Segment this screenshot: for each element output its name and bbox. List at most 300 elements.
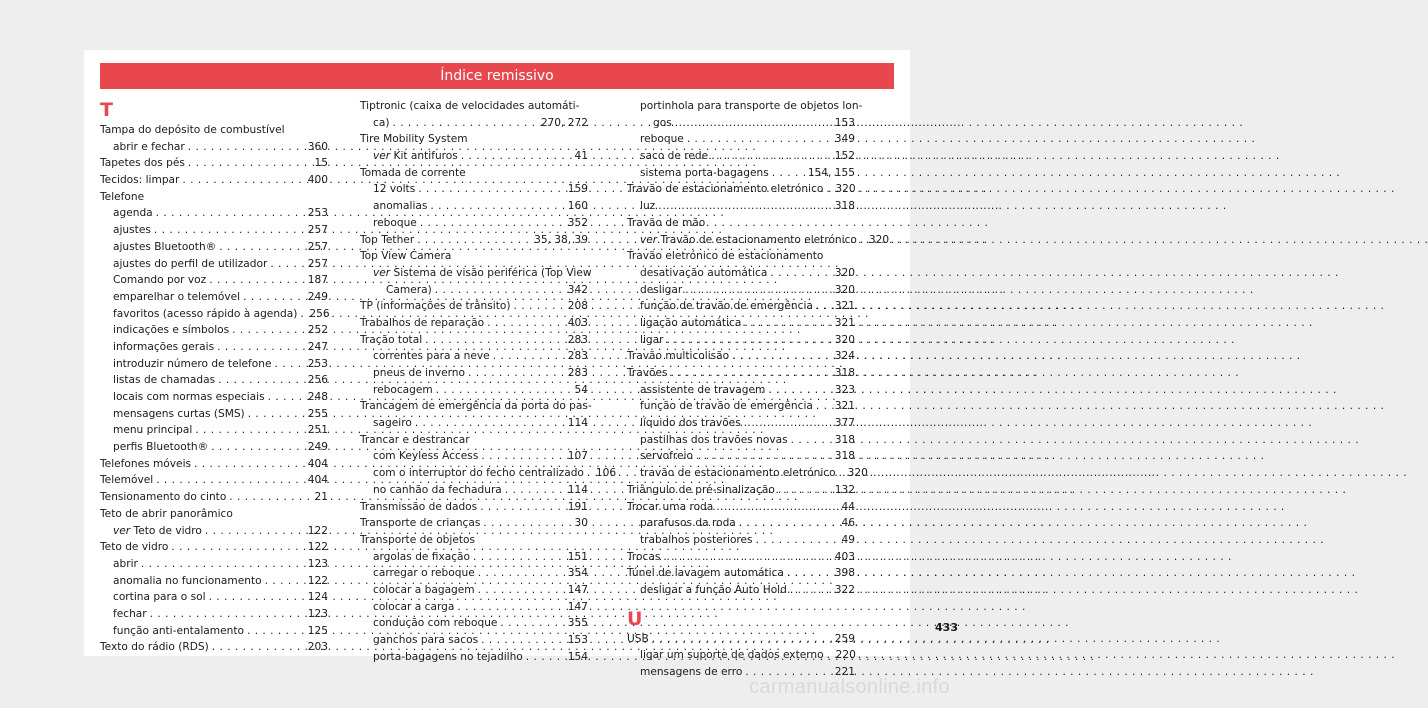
entry-text: cortina para o sol [113,591,206,604]
entry-term [373,148,458,165]
entry-text: carregar o reboque [373,567,475,580]
entry-term [100,539,168,556]
entry-term [640,465,836,482]
entry-page: 323 [834,383,855,396]
entry-page: 257 [307,257,328,270]
index-entry [360,232,588,249]
entry-term [627,365,668,382]
dot-leader [770,265,831,282]
entry-text: função de travão de emergência [640,300,813,313]
index-entry [360,565,588,582]
entry-text: ganchos para sacos [373,634,479,646]
entry-page: 400 [307,174,328,187]
entry-text: desativação automática [640,266,768,279]
entry-text: pneus de inverno [373,367,465,379]
dot-leader [739,515,839,532]
entry-text: Tração total [360,333,423,346]
entry-text: Teto de vidro [100,541,169,554]
entry-page: 256 [307,374,328,387]
entry-text: gos [653,116,672,129]
index-entry [627,115,855,132]
index-entry [100,222,328,239]
entry-page: 257 [307,224,328,237]
entry-term [100,172,179,189]
index-entry [627,248,855,265]
entry-term [113,339,214,356]
entry-text: anomalias [373,200,428,213]
entry-term [627,499,713,516]
entry-page: 342 [567,283,588,296]
index-entry [627,382,855,399]
dot-leader [827,647,833,664]
entry-text: Tecidos: limpar [100,174,180,187]
dot-leader [150,606,305,623]
dot-leader [248,406,305,423]
index-entry [360,98,588,115]
entry-page: 123 [307,607,328,620]
entry-term [640,232,857,249]
dot-leader [211,439,305,456]
index-letter: T [100,99,113,121]
entry-page: 321 [834,316,855,329]
entry-term [373,198,427,215]
entry-term [113,222,151,239]
index-entry [360,515,588,532]
entry-text: Transporte de objetos [360,533,476,546]
dot-leader [417,232,531,249]
entry-text: pastilhas dos travões novas [640,433,788,446]
index-entry [360,115,588,132]
dot-leader [675,115,832,132]
entry-term [640,415,741,432]
entry-term [113,272,206,289]
entry-term [360,515,480,532]
entry-page: 318 [834,450,855,463]
dot-leader [435,282,565,299]
entry-text: reboque [640,133,684,146]
entry-term [360,165,466,182]
entry-text: menu principal [113,424,193,437]
entry-term [100,639,209,656]
dot-leader [243,289,305,306]
entry-term [113,523,202,540]
index-entry [360,382,588,399]
entry-page: 283 [567,367,588,379]
entry-text: Sistema de visão periférica (Top View [390,266,592,279]
dot-leader [473,549,565,566]
index-entry [627,565,855,582]
dot-leader [772,165,805,182]
entry-term [360,248,451,265]
index-entry [360,282,588,299]
dot-leader [816,398,832,415]
entry-page: 403 [834,550,855,563]
index-entry [360,615,588,632]
entry-page: 318 [834,200,855,213]
index-entry [100,289,328,306]
index-entry [627,181,855,198]
dot-leader [468,365,565,382]
entry-term [360,332,422,349]
entry-term [640,98,862,115]
entry-page: 360 [307,140,328,153]
entry-page: 153 [567,634,588,646]
entry-text: favoritos (acesso rápido à agenda) [113,307,298,320]
entry-text: ajustes do perfil de utilizador [113,257,268,270]
dot-leader [229,489,311,506]
dot-leader [687,131,832,148]
entry-text: Teto de vidro [130,524,202,537]
index-entry [360,131,588,148]
see-reference: ver [373,150,391,163]
entry-term [360,499,477,516]
index-entry [627,215,855,232]
entry-term [113,573,262,590]
entry-term [640,382,765,399]
entry-text: reboque [373,216,417,229]
dot-leader [716,499,838,516]
entry-term [640,448,693,465]
dot-leader [478,582,565,599]
entry-page: 114 [567,483,588,496]
entry-page: 253 [307,207,328,220]
dot-leader [481,448,564,465]
entry-text: função anti-entalamento [113,624,244,637]
index-entry [627,415,855,432]
entry-page: 398 [834,567,855,580]
entry-term [640,265,767,282]
entry-page: 106 [595,467,617,480]
index-entry [360,499,588,516]
index-entry [627,298,855,315]
entry-text: travão de estacionamento eletrónico [640,467,836,480]
entry-text: porta-bagagens no tejadilho [373,650,523,663]
dot-leader [744,415,832,432]
entry-text: Telemóvel [100,474,154,487]
entry-page: 256 [309,307,330,320]
dot-leader [839,465,845,482]
dot-leader [666,332,831,349]
entry-term [113,439,208,456]
index-entry [360,398,592,415]
entry-page: 283 [567,333,588,346]
index-entry [100,623,328,640]
index-entry [627,499,855,516]
entry-text: desligar a função Auto Hold [640,583,787,596]
entry-page: 321 [834,300,855,313]
index-entry [627,448,855,465]
dot-leader [756,532,839,549]
entry-text: Kit antifuros [390,150,458,163]
entry-page: 159 [567,183,588,196]
entry-page: 404 [307,474,328,487]
entry-text: condução com reboque [373,617,498,630]
entry-term [373,215,417,232]
entry-term [373,482,502,499]
index-entry [627,549,855,566]
dot-leader [481,632,565,649]
entry-text: Top Tether [360,233,415,246]
index-entry [627,232,890,249]
entry-page: 318 [834,367,855,379]
entry-page: 403 [567,316,588,329]
entry-term [113,589,206,606]
dot-leader [493,348,565,365]
entry-text: listas de chamadas [113,374,216,387]
entry-term [373,565,475,582]
dot-leader [194,456,305,473]
entry-text: locais com normas especiais [113,391,265,403]
index-entry [100,639,328,656]
entry-term [640,282,682,299]
entry-page: 321 [834,400,855,413]
entry-term [627,631,649,648]
entry-text: com o interruptor do fecho centralizado [373,467,584,480]
index-entry [360,549,588,566]
index-entry [100,456,328,473]
entry-page: 35, 38, 39 [534,233,588,246]
entry-text: ligação automática [640,316,742,329]
entry-term [360,298,510,315]
entry-text: argolas de fixação [373,550,471,563]
entry-text: agenda [113,207,153,220]
index-entry [100,422,328,439]
entry-term [373,582,475,599]
entry-page: 122 [307,524,328,537]
entry-term [113,389,265,406]
entry-text: Teto de abrir panorâmico [100,507,233,520]
entry-text: Camera) [386,283,432,296]
dot-leader [232,322,305,339]
entry-page: 377 [834,417,855,430]
entry-term [640,664,742,681]
entry-term [627,181,823,198]
index-entry [100,489,328,506]
entry-text: sistema porta-bagagens [640,166,769,179]
index-entry [360,632,588,649]
entry-text: USB [627,632,649,645]
entry-page: 107 [567,450,588,463]
entry-term [113,556,138,573]
entry-page: 255 [307,407,328,420]
entry-text: indicações e símbolos [113,324,230,337]
entry-page: 253 [307,357,328,370]
index-entry [100,573,328,590]
index-entry [100,189,328,206]
dot-leader [505,482,565,499]
entry-term [113,205,153,222]
entry-text: Telefones móveis [100,457,192,470]
dot-leader [790,582,832,599]
index-entry [627,532,855,549]
index-entry [627,348,855,365]
index-entry [360,265,592,282]
index-entry [100,439,328,456]
dot-leader [415,415,565,432]
entry-page: 54 [574,383,588,396]
index-entry [360,348,588,365]
dot-leader [461,148,572,165]
index-entry [100,272,328,289]
dot-leader [436,382,572,399]
index-column-2 [360,98,617,665]
index-entry [100,539,328,556]
entry-page: 123 [307,557,328,570]
entry-page: 352 [567,216,588,229]
entry-text: desligar [640,283,683,296]
entry-term [373,649,523,666]
entry-term [100,472,153,489]
dot-leader [671,365,832,382]
dot-leader [141,556,305,573]
entry-text: informações gerais [113,340,215,353]
entry-text: Trocas [627,550,661,563]
entry-text: Travões [627,367,668,379]
index-entry [360,198,588,215]
index-entry [627,631,855,648]
entry-term [113,256,267,273]
see-reference: ver [113,524,131,537]
entry-page: 151 [567,550,588,563]
entry-term [640,148,708,165]
entry-text: mensagens curtas (SMS) [113,407,245,420]
entry-term [373,615,497,632]
entry-text: no canhão da fechadura [373,483,502,496]
entry-page: 249 [307,290,328,303]
entry-term [360,398,592,415]
entry-page: 355 [567,617,588,630]
dot-leader [483,515,571,532]
dot-leader [768,382,831,399]
entry-term [100,189,144,206]
entry-text: Transmissão de dados [360,500,478,513]
dot-leader [826,181,832,198]
index-entry [627,582,855,599]
index-entry [100,339,328,356]
entry-text: ajustes Bluetooth® [113,240,217,253]
entry-page: 320 [834,266,855,279]
entry-text: Tiptronic (caixa de velocidades automáti- [360,100,580,112]
dot-leader [480,499,565,516]
dot-leader [247,623,305,640]
index-entry [100,239,328,256]
entry-page: 21 [314,491,328,504]
entry-page: 15 [314,157,328,170]
entry-term [640,515,736,532]
entry-text: fechar [113,607,147,620]
entry-page: 251 [307,424,328,437]
entry-term [373,265,592,282]
index-entry [360,415,588,432]
index-entry [360,332,588,349]
index-entry [360,165,588,182]
index-entry [627,515,855,532]
entry-text: ca) [373,116,390,129]
index-entry [360,148,588,165]
entry-term [360,98,579,115]
dot-leader [658,198,832,215]
entry-text: Travão de estacionamento eletrónico [657,233,857,246]
dot-leader [275,356,305,373]
entry-text: emparelhar o telemóvel [113,290,241,303]
entry-term [113,356,272,373]
dot-leader [425,332,565,349]
entry-text: colocar a bagagem [373,583,475,596]
entry-text: Tensionamento do cinto [100,491,227,504]
index-entry [100,506,328,523]
entry-page: 30 [574,517,588,530]
entry-text: Triângulo de pré-sinalização [627,483,775,496]
index-entry [100,356,328,373]
entry-term [373,365,465,382]
entry-text: perfis Bluetooth® [113,441,209,454]
entry-text: mensagens de erro [640,666,743,678]
entry-term [100,489,226,506]
index-entry [360,215,588,232]
entry-text: Comando por voz [113,274,207,287]
index-entry [627,131,855,148]
dot-leader [732,348,832,365]
dot-leader [270,256,304,273]
watermark: carmanualsonline.info [749,676,950,698]
entry-page: 147 [567,600,588,613]
index-entry [100,606,328,623]
index-column-3 [627,98,890,681]
entry-page: 247 [307,340,328,353]
index-entry [100,372,328,389]
entry-text: parafusos da roda [640,517,736,530]
entry-page: 257 [307,240,328,253]
index-entry [627,398,855,415]
entry-page: 154 [567,650,588,663]
entry-term [627,248,823,265]
entry-text: ligar um suporte de dados externo [640,649,824,662]
entry-term [373,465,584,482]
entry-page: 248 [307,391,328,403]
index-entry [100,389,328,406]
dot-leader [513,298,564,315]
entry-text: trabalhos posteriores [640,533,753,546]
entry-page: 220 [835,649,856,662]
entry-text: com Keyless Access [373,450,479,463]
index-entry [627,332,855,349]
dot-leader [188,139,305,156]
entry-term [627,215,705,232]
entry-term [360,131,468,148]
dot-leader [487,315,565,332]
index-entry [627,482,855,499]
index-entry [627,198,855,215]
entry-term [360,232,414,249]
dot-leader [778,482,832,499]
entry-text: Tapetes dos pés [100,157,185,170]
entry-term [373,549,470,566]
entry-term [640,165,769,182]
entry-term [113,372,215,389]
entry-term [100,456,191,473]
entry-term [640,582,787,599]
entry-term [640,532,753,549]
entry-term [373,115,389,132]
entry-term [386,282,432,299]
index-entry [100,139,328,156]
entry-text: saco de rede [640,150,709,163]
section-banner: Índice remissivo [100,63,894,89]
entry-text: Túnel de lavagem automática [627,567,784,580]
dot-leader [205,523,305,540]
entry-page: 191 [567,500,588,513]
index-entry [100,589,328,606]
